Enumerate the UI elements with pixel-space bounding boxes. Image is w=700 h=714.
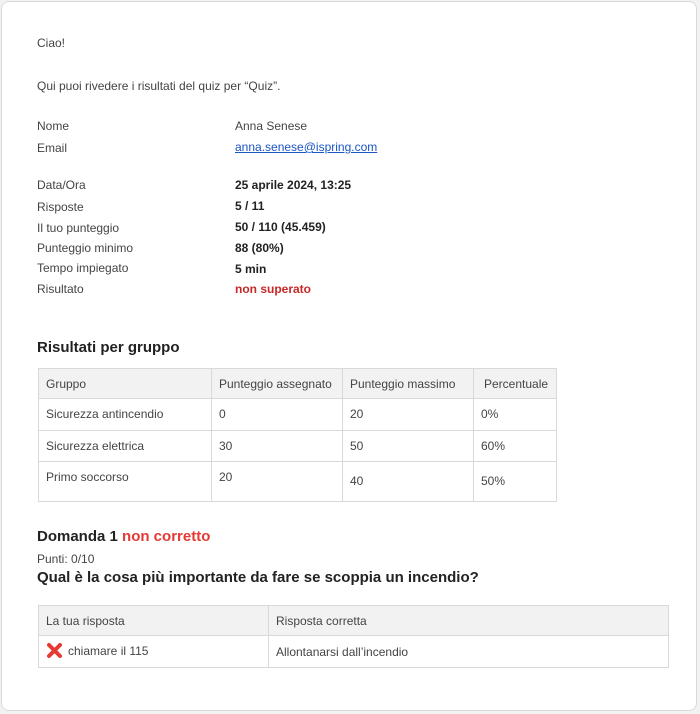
greeting: Ciao! (37, 36, 66, 50)
groups-title: Risultati per gruppo (37, 339, 180, 356)
answer-header-yours: La tua risposta (39, 606, 269, 636)
groups-header-group: Gruppo (39, 369, 212, 399)
summary-value-time: 5 min (235, 262, 267, 276)
cross-mark-icon (46, 642, 63, 662)
summary-value-date: 25 aprile 2024, 13:25 (235, 178, 352, 192)
question-points: Punti: 0/10 (37, 552, 95, 566)
groups-header-percent: Percentuale (474, 369, 557, 399)
groups-header-max: Punteggio massimo (343, 369, 474, 399)
table-row (39, 399, 557, 431)
summary-label-score: Il tuo punteggio (37, 221, 120, 235)
groups-table (38, 368, 557, 502)
name-value: Anna Senese (235, 119, 308, 133)
question-title: Domanda 1 (37, 528, 118, 545)
answer-header-correct: Risposta corretta (269, 606, 669, 636)
intro-text: Qui puoi rivedere i risultati del quiz per “Quiz”. (37, 79, 281, 93)
group-name: Sicurezza elettrica (39, 430, 212, 462)
answer-table (38, 605, 669, 668)
group-assigned: 0 (212, 399, 343, 431)
group-assigned: 20 (212, 462, 343, 502)
table-row (39, 636, 669, 668)
group-assigned: 30 (212, 430, 343, 462)
group-max: 50 (343, 430, 474, 462)
summary-value-score: 50 / 110 (45.459) (235, 220, 326, 234)
summary-value-result: non superato (235, 282, 312, 296)
group-percent: 60% (474, 430, 557, 462)
summary-value-min-score: 88 (80%) (235, 241, 284, 255)
summary-label-date: Data/Ora (37, 178, 86, 192)
groups-header-row (39, 369, 557, 399)
question-text: Qual è la cosa più importante da fare se scoppia un incendio? (37, 569, 479, 586)
question-heading (37, 528, 210, 545)
email-label: Email (37, 141, 68, 155)
groups-header-assigned: Punteggio assegnato (212, 369, 343, 399)
group-max: 20 (343, 399, 474, 431)
answer-header-row (39, 606, 669, 636)
summary-label-min-score: Punteggio minimo (37, 241, 134, 255)
your-answer-text: chiamare il 115 (68, 643, 149, 658)
question-status: non corretto (122, 528, 211, 545)
table-row (39, 430, 557, 462)
group-percent: 50% (474, 462, 557, 502)
your-answer-cell (39, 636, 269, 668)
name-label: Nome (37, 119, 70, 133)
summary-label-time: Tempo impiegato (37, 261, 129, 275)
summary-label-result: Risultato (37, 282, 84, 296)
group-percent: 0% (474, 399, 557, 431)
summary-label-answers: Risposte (37, 200, 84, 214)
group-name: Primo soccorso (39, 462, 212, 502)
table-row (39, 462, 557, 502)
group-max: 40 (343, 462, 474, 502)
email-link[interactable]: anna.senese@ispring.com (235, 140, 378, 154)
group-name: Sicurezza antincendio (39, 399, 212, 431)
summary-value-answers: 5 / 11 (235, 199, 265, 213)
correct-answer-text: Allontanarsi dall’incendio (269, 636, 669, 668)
